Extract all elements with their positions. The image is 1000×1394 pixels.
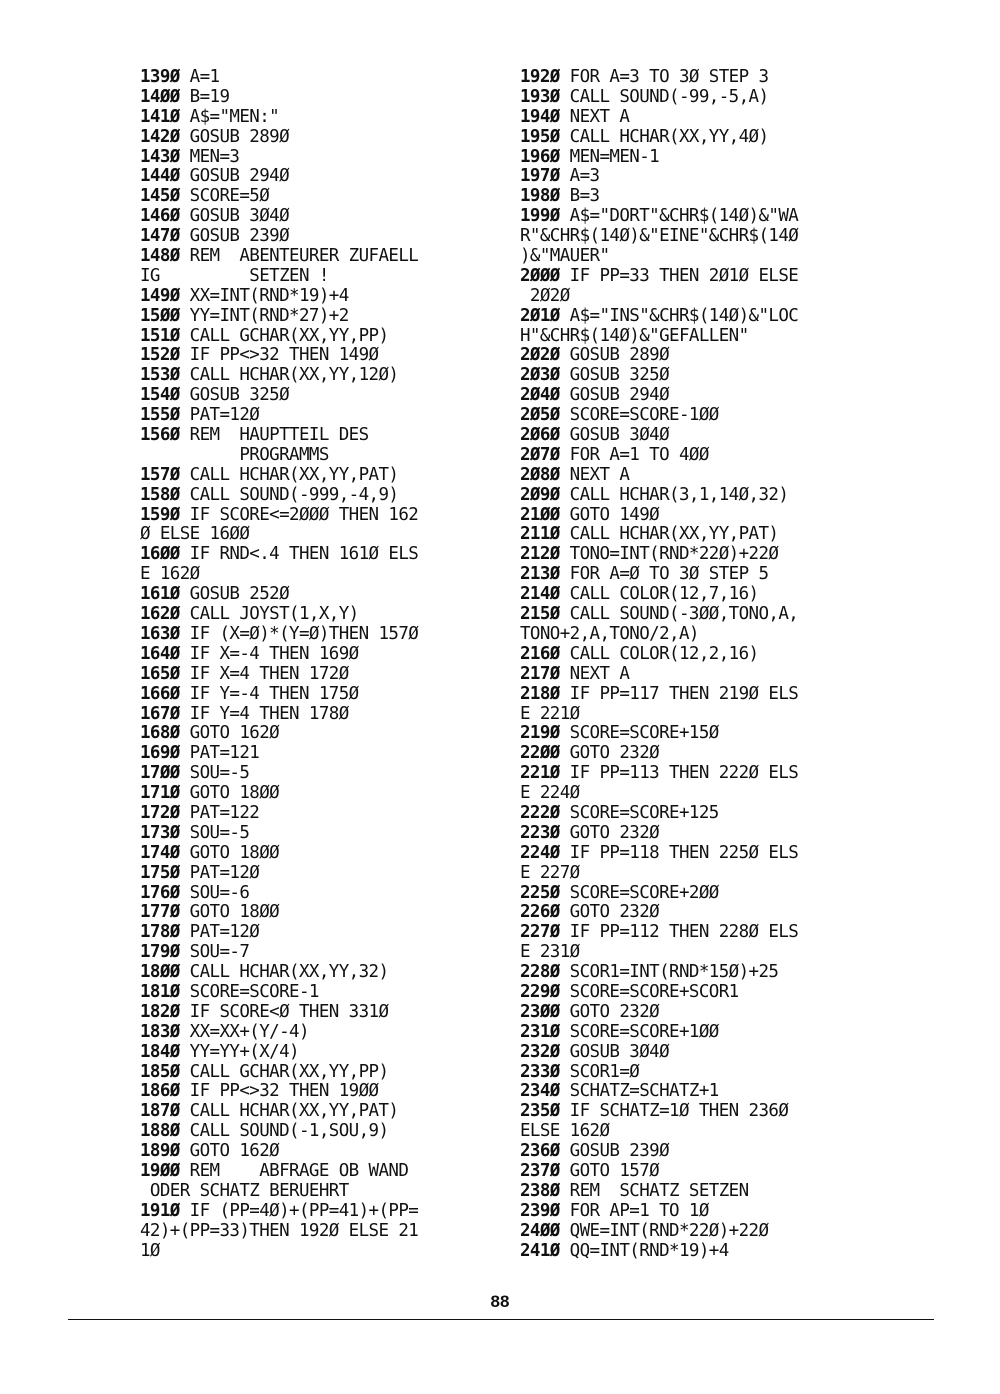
code-line: 2Ø2Ø GOSUB 289Ø xyxy=(520,345,670,366)
line-number: 23ØØ xyxy=(520,1001,560,1022)
line-number: 214Ø xyxy=(520,584,560,605)
line-number: 163Ø xyxy=(140,623,180,644)
footer-divider xyxy=(68,1319,934,1320)
code-line: 188Ø CALL SOUND(-1,SOU,9) xyxy=(140,1121,389,1142)
line-number: 197Ø xyxy=(520,166,560,187)
line-number: 187Ø xyxy=(140,1101,180,1122)
line-number: 212Ø xyxy=(520,544,560,565)
code-line: Ø ELSE 16ØØ xyxy=(140,524,250,545)
code-line: 178Ø PAT=12Ø xyxy=(140,922,260,943)
line-number: 235Ø xyxy=(520,1101,560,1122)
line-number: 226Ø xyxy=(520,902,560,923)
code-line: 198Ø B=3 xyxy=(520,186,600,207)
line-number: 176Ø xyxy=(140,882,180,903)
line-number: 236Ø xyxy=(520,1141,560,1162)
line-number: 195Ø xyxy=(520,126,560,147)
code-line: 189Ø GOTO 162Ø xyxy=(140,1141,280,1162)
code-line: 146Ø GOSUB 3Ø4Ø xyxy=(140,206,290,227)
code-line: PROGRAMMS xyxy=(140,444,329,465)
code-line: 167Ø IF Y=4 THEN 178Ø xyxy=(140,703,349,724)
code-line: 149Ø XX=INT(RND*19)+4 xyxy=(140,285,349,306)
code-line: 239Ø FOR AP=1 TO 1Ø xyxy=(520,1200,709,1221)
code-line: 2Ø8Ø NEXT A xyxy=(520,464,630,485)
code-line: 195Ø CALL HCHAR(XX,YY,4Ø) xyxy=(520,126,769,147)
line-number: 165Ø xyxy=(140,663,180,684)
code-line: 17ØØ SOU=-5 xyxy=(140,763,250,784)
code-line: 154Ø GOSUB 325Ø xyxy=(140,385,290,406)
line-number: 141Ø xyxy=(140,106,180,127)
code-line: E 224Ø xyxy=(520,783,580,804)
code-line: 147Ø GOSUB 239Ø xyxy=(140,226,290,247)
code-line: 193Ø CALL SOUND(-99,-5,A) xyxy=(520,86,769,107)
code-line: 23ØØ GOTO 232Ø xyxy=(520,1001,660,1022)
code-line: 165Ø IF X=4 THEN 172Ø xyxy=(140,663,349,684)
line-number: 189Ø xyxy=(140,1141,180,1162)
line-number: 158Ø xyxy=(140,484,180,505)
code-line: 182Ø IF SCORE<Ø THEN 331Ø xyxy=(140,1001,389,1022)
code-line: 145Ø SCORE=5Ø xyxy=(140,186,270,207)
code-line: 139Ø A=1 xyxy=(140,67,220,87)
line-number: 2Ø8Ø xyxy=(520,464,560,485)
code-line: 234Ø SCHATZ=SCHATZ+1 xyxy=(520,1081,719,1102)
code-line: 174Ø GOTO 18ØØ xyxy=(140,842,280,863)
code-line: 224Ø IF PP=118 THEN 225Ø ELS xyxy=(520,842,799,863)
line-number: 152Ø xyxy=(140,345,180,366)
code-line: 228Ø SCOR1=INT(RND*15Ø)+25 xyxy=(520,962,779,983)
code-line: 199Ø A$="DORT"&CHR$(14Ø)&"WA xyxy=(520,206,799,227)
code-line: 197Ø A=3 xyxy=(520,166,600,187)
code-line: E 162Ø xyxy=(140,564,200,585)
line-number: 241Ø xyxy=(520,1240,560,1261)
code-column-left xyxy=(140,68,490,1261)
line-number: 219Ø xyxy=(520,723,560,744)
line-number: 145Ø xyxy=(140,186,180,207)
line-number: 168Ø xyxy=(140,723,180,744)
line-number: 144Ø xyxy=(140,166,180,187)
code-line: TONO+2,A,TONO/2,A) xyxy=(520,623,699,644)
code-line: 21ØØ GOTO 149Ø xyxy=(520,504,660,525)
page-number: 88 xyxy=(490,1292,510,1311)
line-number: 14ØØ xyxy=(140,86,180,107)
line-number: 172Ø xyxy=(140,802,180,823)
code-line: 177Ø GOTO 18ØØ xyxy=(140,902,280,923)
line-number: 148Ø xyxy=(140,246,180,267)
line-number: 177Ø xyxy=(140,902,180,923)
line-number: 218Ø xyxy=(520,683,560,704)
line-number: 143Ø xyxy=(140,146,180,167)
code-line: 217Ø NEXT A xyxy=(520,663,630,684)
line-number: 147Ø xyxy=(140,226,180,247)
code-line: 22ØØ GOTO 232Ø xyxy=(520,743,660,764)
line-number: 227Ø xyxy=(520,922,560,943)
code-line: 2Ø4Ø GOSUB 294Ø xyxy=(520,385,670,406)
line-number: 222Ø xyxy=(520,802,560,823)
code-line: 175Ø PAT=12Ø xyxy=(140,862,260,883)
line-number: 164Ø xyxy=(140,643,180,664)
line-number: 178Ø xyxy=(140,922,180,943)
line-number: 217Ø xyxy=(520,663,560,684)
line-number: 182Ø xyxy=(140,1001,180,1022)
line-number: 15ØØ xyxy=(140,305,180,326)
code-line: 166Ø IF Y=-4 THEN 175Ø xyxy=(140,683,359,704)
line-number: 196Ø xyxy=(520,146,560,167)
line-number: 162Ø xyxy=(140,604,180,625)
code-line: 162Ø CALL JOYST(1,X,Y) xyxy=(140,604,359,625)
line-number: 237Ø xyxy=(520,1160,560,1181)
line-number: 199Ø xyxy=(520,206,560,227)
code-line: 196Ø MEN=MEN-1 xyxy=(520,146,660,167)
code-line: 226Ø GOTO 232Ø xyxy=(520,902,660,923)
code-line: 216Ø CALL COLOR(12,2,16) xyxy=(520,643,759,664)
code-line: R"&CHR$(14Ø)&"EINE"&CHR$(14Ø xyxy=(520,226,799,247)
line-number: 2Ø1Ø xyxy=(520,305,560,326)
code-line: 142Ø GOSUB 289Ø xyxy=(140,126,290,147)
code-line: 148Ø REM ABENTEURER ZUFAELL xyxy=(140,246,419,267)
code-line: 18ØØ CALL HCHAR(XX,YY,32) xyxy=(140,962,389,983)
code-line: 218Ø IF PP=117 THEN 219Ø ELS xyxy=(520,683,799,704)
code-line: 187Ø CALL HCHAR(XX,YY,PAT) xyxy=(140,1101,399,1122)
code-line: H"&CHR$(14Ø)&"GEFALLEN" xyxy=(520,325,749,346)
code-line: 1Ø xyxy=(140,1240,160,1261)
line-number: 2Ø6Ø xyxy=(520,425,560,446)
code-line: E 231Ø xyxy=(520,942,580,963)
code-line: )&"MAUER" xyxy=(520,246,610,267)
code-line: IG SETZEN ! xyxy=(140,265,329,286)
code-line: 229Ø SCORE=SCORE+SCOR1 xyxy=(520,981,739,1002)
code-line: 2Ø3Ø GOSUB 325Ø xyxy=(520,365,670,386)
line-number: 153Ø xyxy=(140,365,180,386)
code-line: 194Ø NEXT A xyxy=(520,106,630,127)
line-number: 175Ø xyxy=(140,862,180,883)
code-line: 143Ø MEN=3 xyxy=(140,146,240,167)
line-number: 192Ø xyxy=(520,67,560,87)
code-line: 236Ø GOSUB 239Ø xyxy=(520,1141,670,1162)
code-line: 215Ø CALL SOUND(-3ØØ,TONO,A, xyxy=(520,604,799,625)
code-line: E 227Ø xyxy=(520,862,580,883)
line-number: 188Ø xyxy=(140,1121,180,1142)
code-line: 16ØØ IF RND<.4 THEN 161Ø ELS xyxy=(140,544,419,565)
line-number: 2Ø2Ø xyxy=(520,345,560,366)
code-line: 15ØØ YY=INT(RND*27)+2 xyxy=(140,305,349,326)
code-line: 233Ø SCOR1=Ø xyxy=(520,1061,640,1082)
line-number: 213Ø xyxy=(520,564,560,585)
code-line: 2Ø5Ø SCORE=SCORE-1ØØ xyxy=(520,405,719,426)
line-number: 224Ø xyxy=(520,842,560,863)
code-line: 186Ø IF PP<>32 THEN 19ØØ xyxy=(140,1081,379,1102)
line-number: 174Ø xyxy=(140,842,180,863)
line-number: 2ØØØ xyxy=(520,265,560,286)
line-number: 186Ø xyxy=(140,1081,180,1102)
code-line: 173Ø SOU=-5 xyxy=(140,822,250,843)
code-line: 24ØØ QWE=INT(RND*22Ø)+22Ø xyxy=(520,1220,769,1241)
code-line: 159Ø IF SCORE<=2ØØØ THEN 162 xyxy=(140,504,419,525)
code-line: 152Ø IF PP<>32 THEN 149Ø xyxy=(140,345,379,366)
line-number: 225Ø xyxy=(520,882,560,903)
line-number: 184Ø xyxy=(140,1041,180,1062)
code-line: 231Ø SCORE=SCORE+1ØØ xyxy=(520,1021,719,1042)
line-number: 183Ø xyxy=(140,1021,180,1042)
code-line: 214Ø CALL COLOR(12,7,16) xyxy=(520,584,759,605)
line-number: 154Ø xyxy=(140,385,180,406)
code-line: 211Ø CALL HCHAR(XX,YY,PAT) xyxy=(520,524,779,545)
line-number: 2Ø7Ø xyxy=(520,444,560,465)
line-number: 2Ø5Ø xyxy=(520,405,560,426)
code-line: 191Ø IF (PP=4Ø)+(PP=41)+(PP= xyxy=(140,1200,419,1221)
code-column-right xyxy=(520,68,870,1261)
code-line: 161Ø GOSUB 252Ø xyxy=(140,584,290,605)
code-line: 158Ø CALL SOUND(-999,-4,9) xyxy=(140,484,399,505)
line-number: 179Ø xyxy=(140,942,180,963)
line-number: 157Ø xyxy=(140,464,180,485)
line-number: 142Ø xyxy=(140,126,180,147)
line-number: 22ØØ xyxy=(520,743,560,764)
line-number: 2Ø3Ø xyxy=(520,365,560,386)
line-number: 232Ø xyxy=(520,1041,560,1062)
code-line: 222Ø SCORE=SCORE+125 xyxy=(520,802,719,823)
code-line: 184Ø YY=YY+(X/4) xyxy=(140,1041,299,1062)
code-line: 223Ø GOTO 232Ø xyxy=(520,822,660,843)
code-line: 157Ø CALL HCHAR(XX,YY,PAT) xyxy=(140,464,399,485)
code-line: 42)+(PP=33)THEN 192Ø ELSE 21 xyxy=(140,1220,419,1241)
code-line: 227Ø IF PP=112 THEN 228Ø ELS xyxy=(520,922,799,943)
line-number: 166Ø xyxy=(140,683,180,704)
code-line: 183Ø XX=XX+(Y/-4) xyxy=(140,1021,309,1042)
code-line: 2Ø2Ø xyxy=(520,285,570,306)
line-number: 149Ø xyxy=(140,285,180,306)
line-number: 171Ø xyxy=(140,783,180,804)
line-number: 233Ø xyxy=(520,1061,560,1082)
line-number: 155Ø xyxy=(140,405,180,426)
line-number: 16ØØ xyxy=(140,544,180,565)
line-number: 2Ø4Ø xyxy=(520,385,560,406)
line-number: 198Ø xyxy=(520,186,560,207)
line-number: 229Ø xyxy=(520,981,560,1002)
line-number: 151Ø xyxy=(140,325,180,346)
code-line: 2Ø1Ø A$="INS"&CHR$(14Ø)&"LOC xyxy=(520,305,799,326)
code-line: ODER SCHATZ BERUEHRT xyxy=(140,1180,349,1201)
code-line: 241Ø QQ=INT(RND*19)+4 xyxy=(520,1240,729,1261)
code-line: 2Ø6Ø GOSUB 3Ø4Ø xyxy=(520,425,670,446)
code-line: 219Ø SCORE=SCORE+15Ø xyxy=(520,723,719,744)
line-number: 185Ø xyxy=(140,1061,180,1082)
line-number: 17ØØ xyxy=(140,763,180,784)
code-line: 235Ø IF SCHATZ=1Ø THEN 236Ø xyxy=(520,1101,789,1122)
code-line: 2Ø9Ø CALL HCHAR(3,1,14Ø,32) xyxy=(520,484,789,505)
line-number: 167Ø xyxy=(140,703,180,724)
line-number: 24ØØ xyxy=(520,1220,560,1241)
code-line: 171Ø GOTO 18ØØ xyxy=(140,783,280,804)
line-number: 215Ø xyxy=(520,604,560,625)
line-number: 216Ø xyxy=(520,643,560,664)
code-line: 238Ø REM SCHATZ SETZEN xyxy=(520,1180,749,1201)
line-number: 169Ø xyxy=(140,743,180,764)
code-line: 163Ø IF (X=Ø)*(Y=Ø)THEN 157Ø xyxy=(140,623,419,644)
line-number: 193Ø xyxy=(520,86,560,107)
line-number: 156Ø xyxy=(140,425,180,446)
code-line: 176Ø SOU=-6 xyxy=(140,882,250,903)
line-number: 181Ø xyxy=(140,981,180,1002)
line-number: 21ØØ xyxy=(520,504,560,525)
line-number: 19ØØ xyxy=(140,1160,180,1181)
code-line: 213Ø FOR A=Ø TO 3Ø STEP 5 xyxy=(520,564,769,585)
line-number: 228Ø xyxy=(520,962,560,983)
code-line: 144Ø GOSUB 294Ø xyxy=(140,166,290,187)
code-line: 192Ø FOR A=3 TO 3Ø STEP 3 xyxy=(520,67,769,87)
line-number: 239Ø xyxy=(520,1200,560,1221)
code-line: 185Ø CALL GCHAR(XX,YY,PP) xyxy=(140,1061,389,1082)
code-line: 168Ø GOTO 162Ø xyxy=(140,723,280,744)
code-line: 141Ø A$="MEN:" xyxy=(140,106,280,127)
line-number: 223Ø xyxy=(520,822,560,843)
code-line: 237Ø GOTO 157Ø xyxy=(520,1160,660,1181)
line-number: 159Ø xyxy=(140,504,180,525)
code-line: 155Ø PAT=12Ø xyxy=(140,405,260,426)
code-line: 164Ø IF X=-4 THEN 169Ø xyxy=(140,643,359,664)
code-line: 19ØØ REM ABFRAGE OB WAND xyxy=(140,1160,409,1181)
code-line: 225Ø SCORE=SCORE+2ØØ xyxy=(520,882,719,903)
code-line: 2Ø7Ø FOR A=1 TO 4ØØ xyxy=(520,444,709,465)
code-line: ELSE 162Ø xyxy=(520,1121,610,1142)
line-number: 146Ø xyxy=(140,206,180,227)
line-number: 139Ø xyxy=(140,67,180,87)
line-number: 2Ø9Ø xyxy=(520,484,560,505)
code-line: 181Ø SCORE=SCORE-1 xyxy=(140,981,319,1002)
code-line: 232Ø GOSUB 3Ø4Ø xyxy=(520,1041,670,1062)
line-number: 161Ø xyxy=(140,584,180,605)
code-line: E 221Ø xyxy=(520,703,580,724)
code-line: 221Ø IF PP=113 THEN 222Ø ELS xyxy=(520,763,799,784)
line-number: 231Ø xyxy=(520,1021,560,1042)
line-number: 211Ø xyxy=(520,524,560,545)
code-line: 2ØØØ IF PP=33 THEN 2Ø1Ø ELSE xyxy=(520,265,799,286)
line-number: 221Ø xyxy=(520,763,560,784)
code-line: 151Ø CALL GCHAR(XX,YY,PP) xyxy=(140,325,389,346)
line-number: 173Ø xyxy=(140,822,180,843)
line-number: 191Ø xyxy=(140,1200,180,1221)
line-number: 234Ø xyxy=(520,1081,560,1102)
code-line: 156Ø REM HAUPTTEIL DES xyxy=(140,425,369,446)
code-line: 14ØØ B=19 xyxy=(140,86,230,107)
line-number: 194Ø xyxy=(520,106,560,127)
code-line: 153Ø CALL HCHAR(XX,YY,12Ø) xyxy=(140,365,399,386)
line-number: 238Ø xyxy=(520,1180,560,1201)
code-line: 212Ø TONO=INT(RND*22Ø)+22Ø xyxy=(520,544,779,565)
line-number: 18ØØ xyxy=(140,962,180,983)
code-line: 169Ø PAT=121 xyxy=(140,743,260,764)
code-line: 179Ø SOU=-7 xyxy=(140,942,250,963)
code-line: 172Ø PAT=122 xyxy=(140,802,260,823)
